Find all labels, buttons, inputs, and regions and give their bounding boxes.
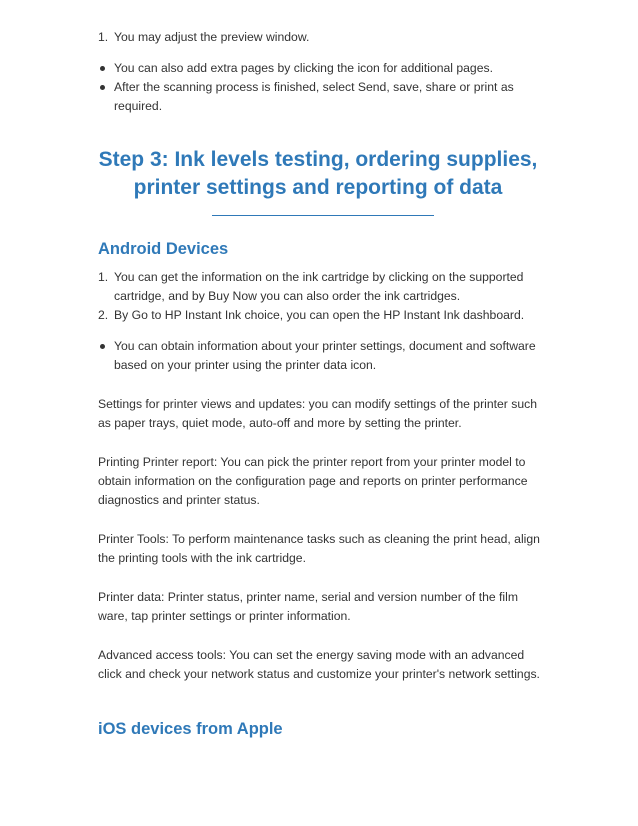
paragraph-printer-tools: Printer Tools: To perform maintenance tasks such as cleaning the print head, align the printing tools with the ink cartridge. bbox=[98, 532, 540, 565]
intro-bullet-list bbox=[98, 59, 548, 116]
list-number: 1. bbox=[98, 30, 109, 44]
list-text: By Go to HP Instant Ink choice, you can open the HP Instant Ink dashboard. bbox=[114, 308, 525, 322]
list-text: You can obtain information about your printer settings, document and software based on your printer using the printer data icon. bbox=[114, 339, 536, 372]
paragraph-printer-settings: Settings for printer views and updates: you can modify settings of the printer such as paper trays, quiet mode, auto-off and more by setting the printer. bbox=[98, 397, 537, 430]
bullet-icon bbox=[100, 66, 105, 71]
list-item bbox=[98, 28, 548, 47]
list-text: You can also add extra pages by clicking the icon for additional pages. bbox=[114, 61, 493, 75]
android-bullet-list bbox=[98, 337, 548, 375]
bullet-icon bbox=[100, 85, 105, 90]
list-text: After the scanning process is finished, select Send, save, share or print as required. bbox=[114, 80, 514, 113]
list-item bbox=[98, 337, 548, 375]
android-heading: Android Devices bbox=[98, 240, 229, 258]
list-item bbox=[98, 268, 548, 306]
paragraph-printer-data: Printer data: Printer status, printer name, serial and version number of the film ware, tap printer settings or printer information. bbox=[98, 590, 518, 623]
ios-heading: iOS devices from Apple bbox=[98, 720, 283, 738]
list-item bbox=[98, 306, 548, 325]
list-number: 1. bbox=[98, 270, 109, 284]
document-content bbox=[98, 28, 548, 740]
list-item bbox=[98, 59, 548, 78]
list-text: You may adjust the preview window. bbox=[114, 30, 310, 44]
android-numbered-list bbox=[98, 268, 548, 325]
bullet-icon bbox=[100, 344, 105, 349]
paragraph-printer-report: Printing Printer report: You can pick the printer report from your printer model to obtain information on the configuration page and reports on printer performance diagnostics and printer status. bbox=[98, 455, 528, 507]
list-text: You can get the information on the ink cartridge by clicking on the supported cartridge, and by Buy Now you can also order the ink cartridges. bbox=[114, 270, 524, 303]
paragraph-advanced-tools: Advanced access tools: You can set the energy saving mode with an advanced click and check your network status and customize your printer's network settings. bbox=[98, 648, 540, 681]
intro-numbered-list bbox=[98, 28, 548, 47]
list-number: 2. bbox=[98, 308, 109, 322]
step3-title: Step 3: Ink levels testing, ordering supplies, printer settings and reporting of data bbox=[98, 148, 538, 199]
list-item bbox=[98, 78, 548, 116]
